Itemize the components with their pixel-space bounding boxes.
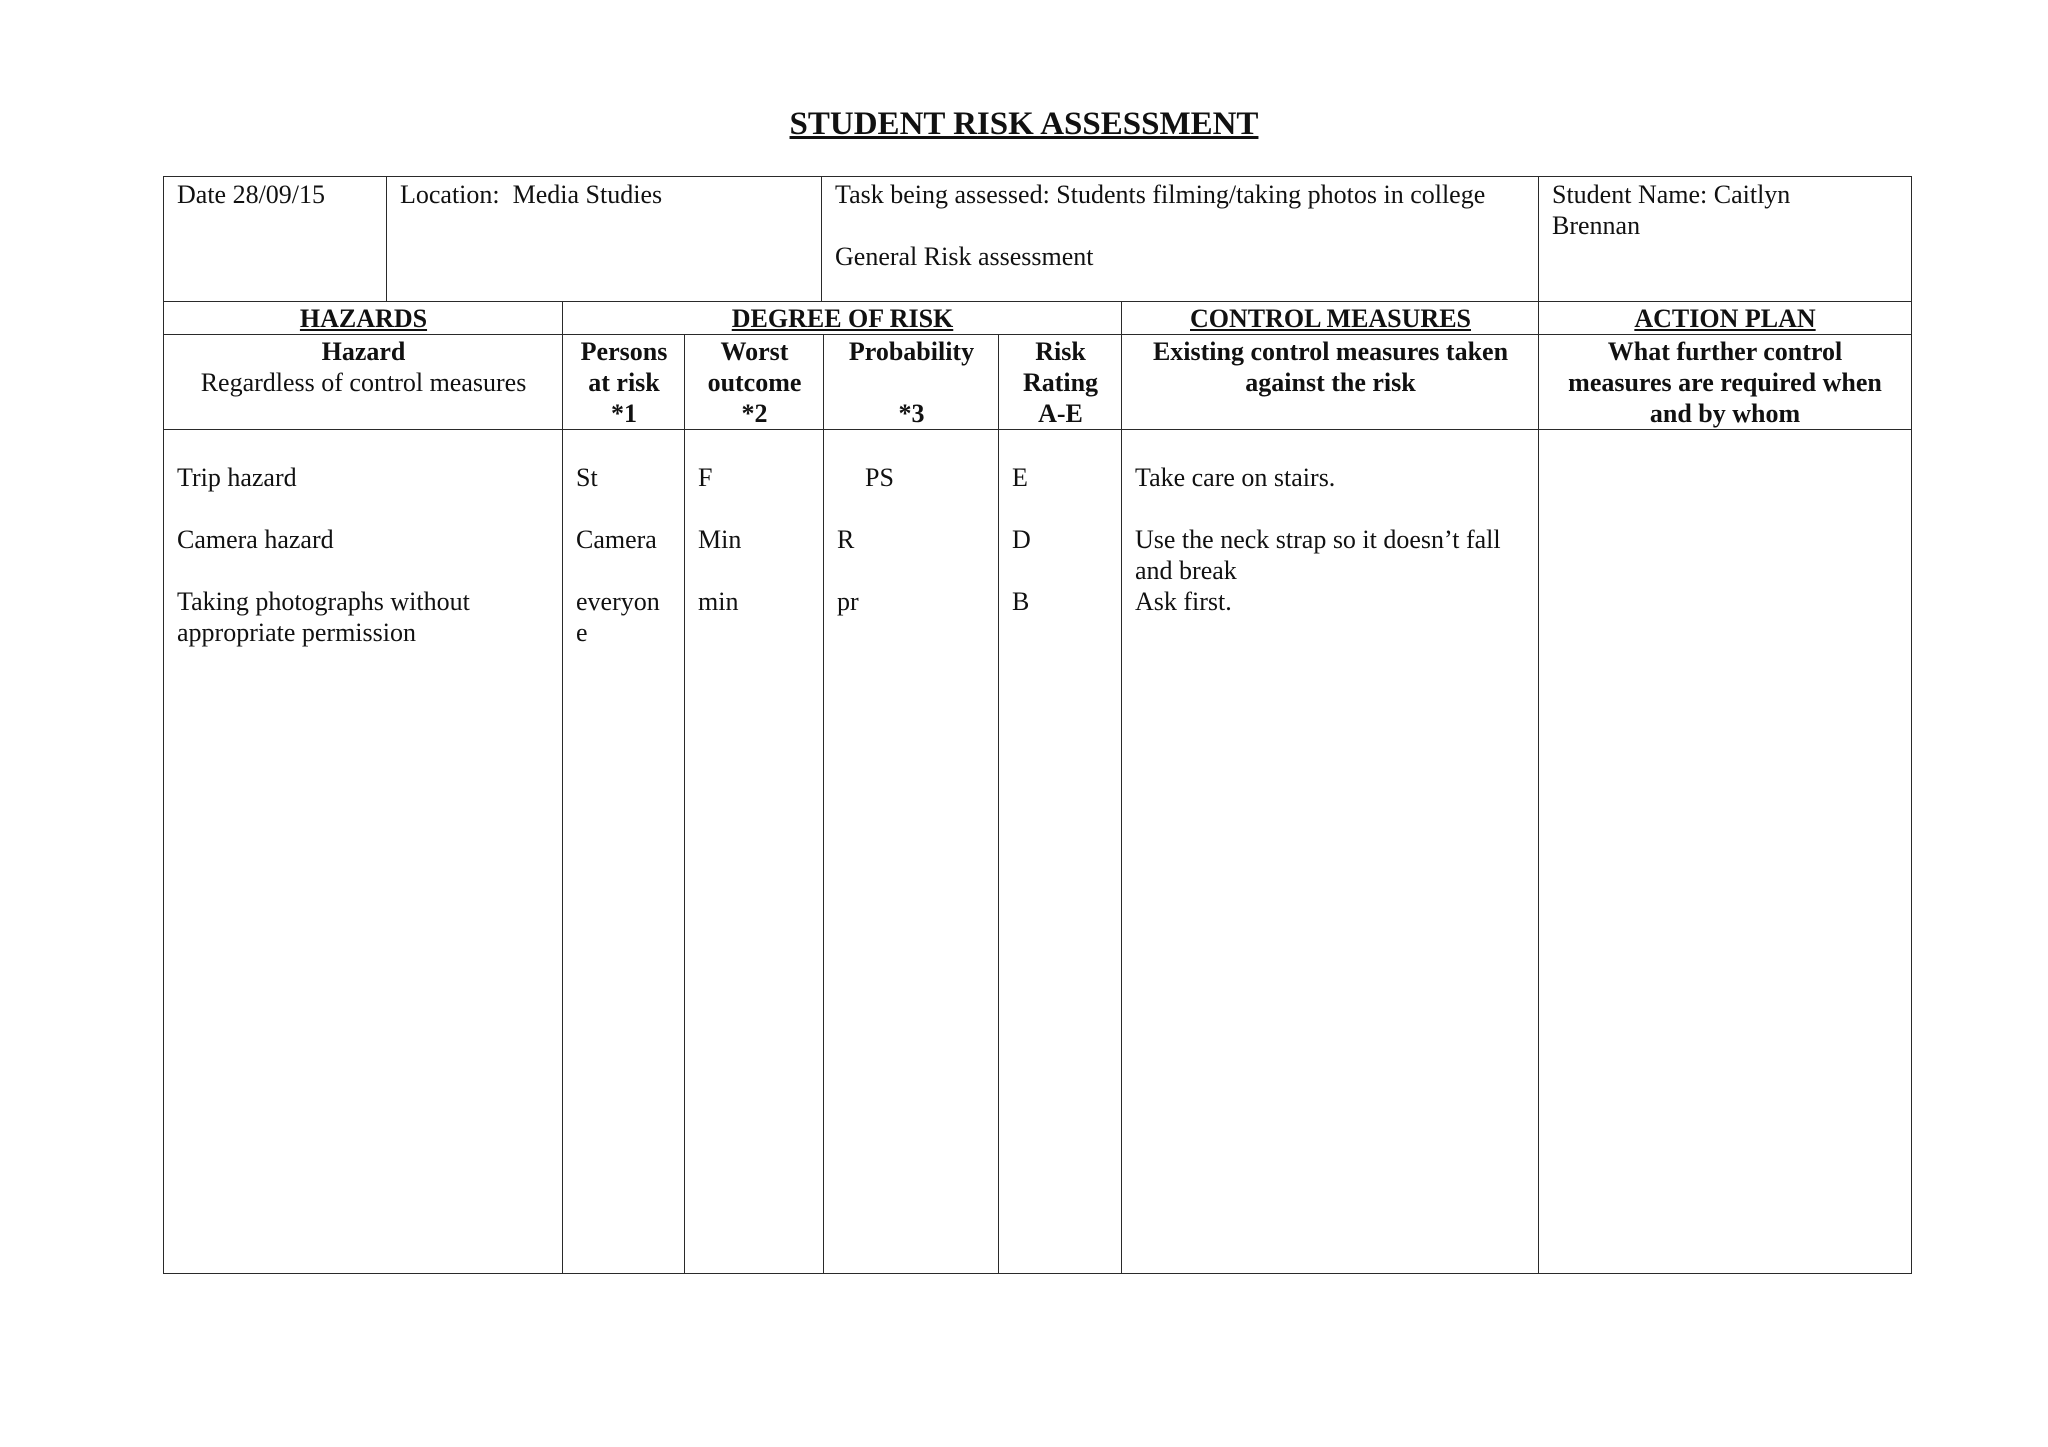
worst-outcome-column-body — [684, 429, 825, 1274]
persons-header-line2: at risk — [588, 368, 660, 397]
hazard-row3-line2: appropriate permission — [177, 618, 416, 647]
page-title: STUDENT RISK ASSESSMENT — [789, 106, 1259, 142]
persons-row3-line2: e — [576, 618, 588, 647]
hazards-header-text: HAZARDS — [299, 304, 428, 333]
worst-outcome-column-header — [684, 334, 825, 431]
date-cell — [163, 176, 388, 303]
worst-row2: Min — [698, 525, 742, 554]
existing-control-column-body — [1121, 429, 1540, 1274]
rating-row3: B — [1012, 587, 1030, 616]
existing-header-line1: Existing control measures taken — [1152, 337, 1509, 366]
probability-header-line2: *3 — [898, 399, 925, 428]
location-text: Location: Media Studies — [400, 180, 663, 209]
persons-at-risk-column-header — [562, 334, 686, 431]
worst-header-line2: outcome — [707, 368, 802, 397]
persons-row2: Camera — [576, 525, 657, 554]
control-row2-line1: Use the neck strap so it doesn’t fall — [1135, 525, 1501, 554]
rating-header-line3: A-E — [1038, 399, 1083, 428]
probability-row3: pr — [837, 587, 859, 616]
task-text: Task being assessed: Students filming/taking photos in college — [835, 180, 1486, 209]
rating-header-line2: Rating — [1022, 368, 1099, 397]
student-name-line1: Student Name: Caitlyn — [1552, 180, 1791, 209]
further-header-line3: and by whom — [1649, 399, 1801, 428]
action-plan-column-body — [1538, 429, 1912, 1274]
task-cell — [821, 176, 1540, 303]
location-cell — [386, 176, 823, 303]
action-plan-header-text: ACTION PLAN — [1634, 304, 1816, 333]
control-row2-line2: and break — [1135, 556, 1237, 585]
hazard-column-header — [163, 334, 564, 431]
task-subtext: General Risk assessment — [835, 242, 1094, 271]
probability-column-body — [823, 429, 1000, 1274]
action-plan-section-header — [1538, 301, 1912, 336]
worst-header-line3: *2 — [741, 399, 768, 428]
hazards-section-header — [163, 301, 564, 336]
further-header-line1: What further control — [1607, 337, 1843, 366]
control-measures-section-header — [1121, 301, 1540, 336]
worst-row1: F — [698, 463, 713, 492]
worst-row3: min — [698, 587, 739, 616]
rating-row2: D — [1012, 525, 1031, 554]
degree-of-risk-section-header — [562, 301, 1123, 336]
hazard-header-title: Hazard — [321, 337, 406, 366]
degree-of-risk-header-text: DEGREE OF RISK — [731, 304, 954, 333]
probability-column-header — [823, 334, 1000, 431]
control-measures-header-text: CONTROL MEASURES — [1190, 304, 1471, 333]
persons-row3-line1: everyon — [576, 587, 660, 616]
student-name-line2: Brennan — [1552, 211, 1641, 240]
control-row3: Ask first. — [1135, 587, 1232, 616]
probability-row2: R — [837, 525, 855, 554]
hazard-row2: Camera hazard — [177, 525, 334, 554]
student-name-cell — [1538, 176, 1912, 303]
hazard-column-body — [163, 429, 564, 1274]
date-text: Date 28/09/15 — [177, 180, 326, 209]
probability-header-line1: Probability — [848, 337, 975, 366]
risk-rating-column-header — [998, 334, 1123, 431]
worst-header-line1: Worst — [720, 337, 789, 366]
control-row1: Take care on stairs. — [1135, 463, 1336, 492]
existing-control-column-header — [1121, 334, 1540, 431]
persons-header-line3: *1 — [611, 399, 637, 428]
rating-row1: E — [1012, 463, 1028, 492]
rating-header-line1: Risk — [1035, 337, 1086, 366]
existing-header-line2: against the risk — [1245, 368, 1416, 397]
hazard-row3-line1: Taking photographs without — [177, 587, 470, 616]
risk-rating-column-body — [998, 429, 1123, 1274]
persons-row1: St — [576, 463, 598, 492]
persons-at-risk-column-body — [562, 429, 686, 1274]
probability-row1: PS — [865, 463, 894, 492]
persons-header-line1: Persons — [580, 337, 668, 366]
hazard-header-subtitle: Regardless of control measures — [200, 368, 527, 397]
hazard-row1: Trip hazard — [177, 463, 297, 492]
further-header-line2: measures are required when — [1568, 368, 1882, 397]
further-control-column-header — [1538, 334, 1912, 431]
